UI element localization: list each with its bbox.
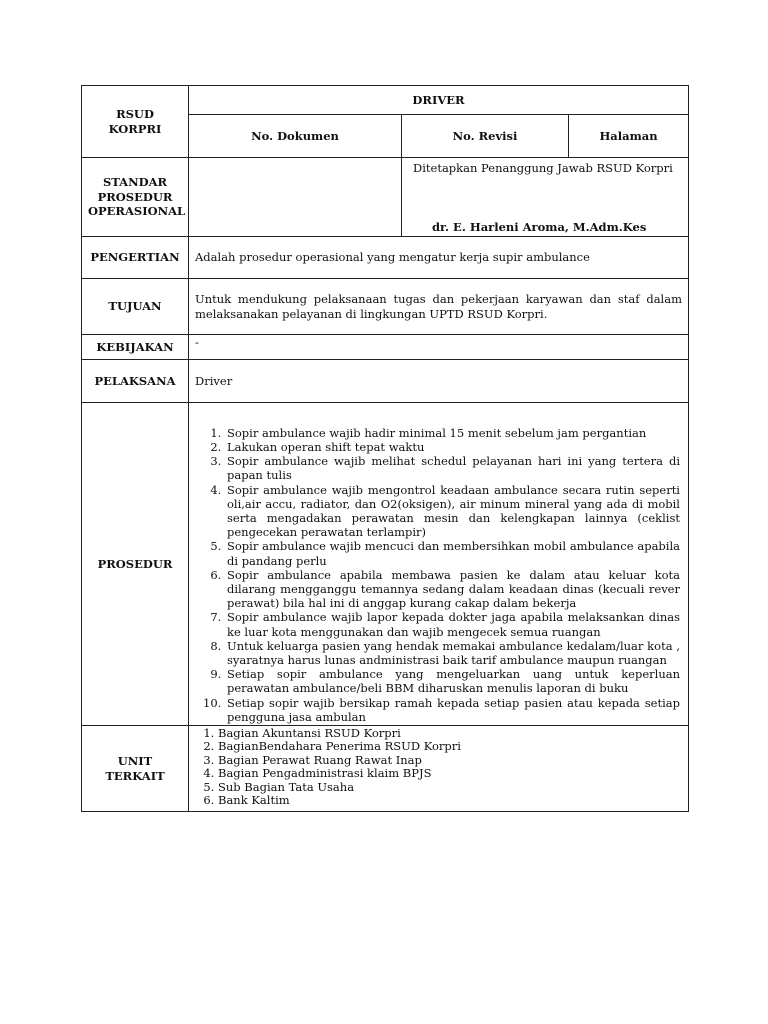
sop-label: STANDAR PROSEDUR OPERASIONAL [82,158,189,237]
list-item: 1. Sopir ambulance wajib hadir minimal 15 menit sebelum jam pergantian [225,426,680,440]
sop-table [81,85,689,812]
prosedur-cell [189,403,689,726]
list-item: 5. Sopir ambulance wajib mencuci dan membersihkan mobil ambulance apabila di pandang perlu [225,539,680,567]
prosedur-list [195,426,680,724]
tujuan-text: Untuk mendukung pelaksanaan tugas dan pekerjaan karyawan dan staf dalam melaksanakan pelayanan di lingkungan UPTD RSUD Korpri. [189,279,689,335]
approval-cell [402,158,689,237]
list-item: 7. Sopir ambulance wajib lapor kepada dokter jaga apabila melaksankan dinas ke luar kota menggunakan dan wajib mengecek semua ruangan [225,610,680,638]
prosedur-label: PROSEDUR [82,403,189,726]
list-item: 6. Sopir ambulance apabila membawa pasien ke dalam atau keluar kota dilarang mengganggu temannya sedang dalam keadaan dinas (kecuali rever perawat) bila hal ini di anggap kurang cakap dalam bekerja [225,568,680,611]
pengertian-label: PENGERTIAN [82,237,189,279]
pelaksana-label: PELAKSANA [82,360,189,403]
col-no-revisi: No. Revisi [402,115,569,158]
unit-terkait-label: UNIT TERKAIT [82,726,189,812]
signer-name: dr. E. Harleni Aroma, M.Adm.Kes [432,220,647,234]
org-name: RSUD KORPRI [82,86,189,158]
list-item: 5. Sub Bagian Tata Usaha [218,781,682,794]
list-item: 3. Bagian Perawat Ruang Rawat Inap [218,754,682,767]
col-no-dokumen: No. Dokumen [189,115,402,158]
list-item: 6. Bank Kaltim [218,794,682,807]
list-item: 4. Bagian Pengadministrasi klaim BPJS [218,767,682,780]
list-item: 3. Sopir ambulance wajib melihat schedul pelayanan hari ini yang tertera di papan tulis [225,454,680,482]
list-item: 4. Sopir ambulance wajib mengontrol keadaan ambulance secara rutin seperti oli,air accu, radiator, dan O2(oksigen), air minum mineral yang ada di mobil serta mengadakan perawatan mesin dan kelengkapan lainnya (ceklist pengecekan perawatan terlampir) [225,483,680,540]
list-item: 8. Untuk keluarga pasien yang hendak memakai ambulance kedalam/luar kota , syaratnya harus lunas andministrasi baik tarif ambulance maupun ruangan [225,639,680,667]
document-title: DRIVER [189,86,689,115]
list-item: 2. Lakukan operan shift tepat waktu [225,440,680,454]
sop-blank-cell [189,158,402,237]
list-item: 10. Setiap sopir wajib bersikap ramah kepada setiap pasien atau kepada setiap pengguna jasa ambulan [225,696,680,724]
approval-line: Ditetapkan Penanggung Jawab RSUD Korpri [413,161,673,175]
unit-terkait-cell [189,726,689,812]
list-item: 9. Setiap sopir ambulance yang mengeluarkan uang untuk keperluan perawatan ambulance/beli BBM diharuskan menulis laporan di buku [225,667,680,695]
unit-terkait-list [195,727,682,807]
tujuan-label: TUJUAN [82,279,189,335]
list-item: 1. Bagian Akuntansi RSUD Korpri [218,727,682,740]
col-halaman: Halaman [569,115,689,158]
list-item: 2. BagianBendahara Penerima RSUD Korpri [218,740,682,753]
kebijakan-text: - [189,335,689,360]
kebijakan-label: KEBIJAKAN [82,335,189,360]
pengertian-text: Adalah prosedur operasional yang mengatur kerja supir ambulance [189,237,689,279]
pelaksana-text: Driver [189,360,689,403]
